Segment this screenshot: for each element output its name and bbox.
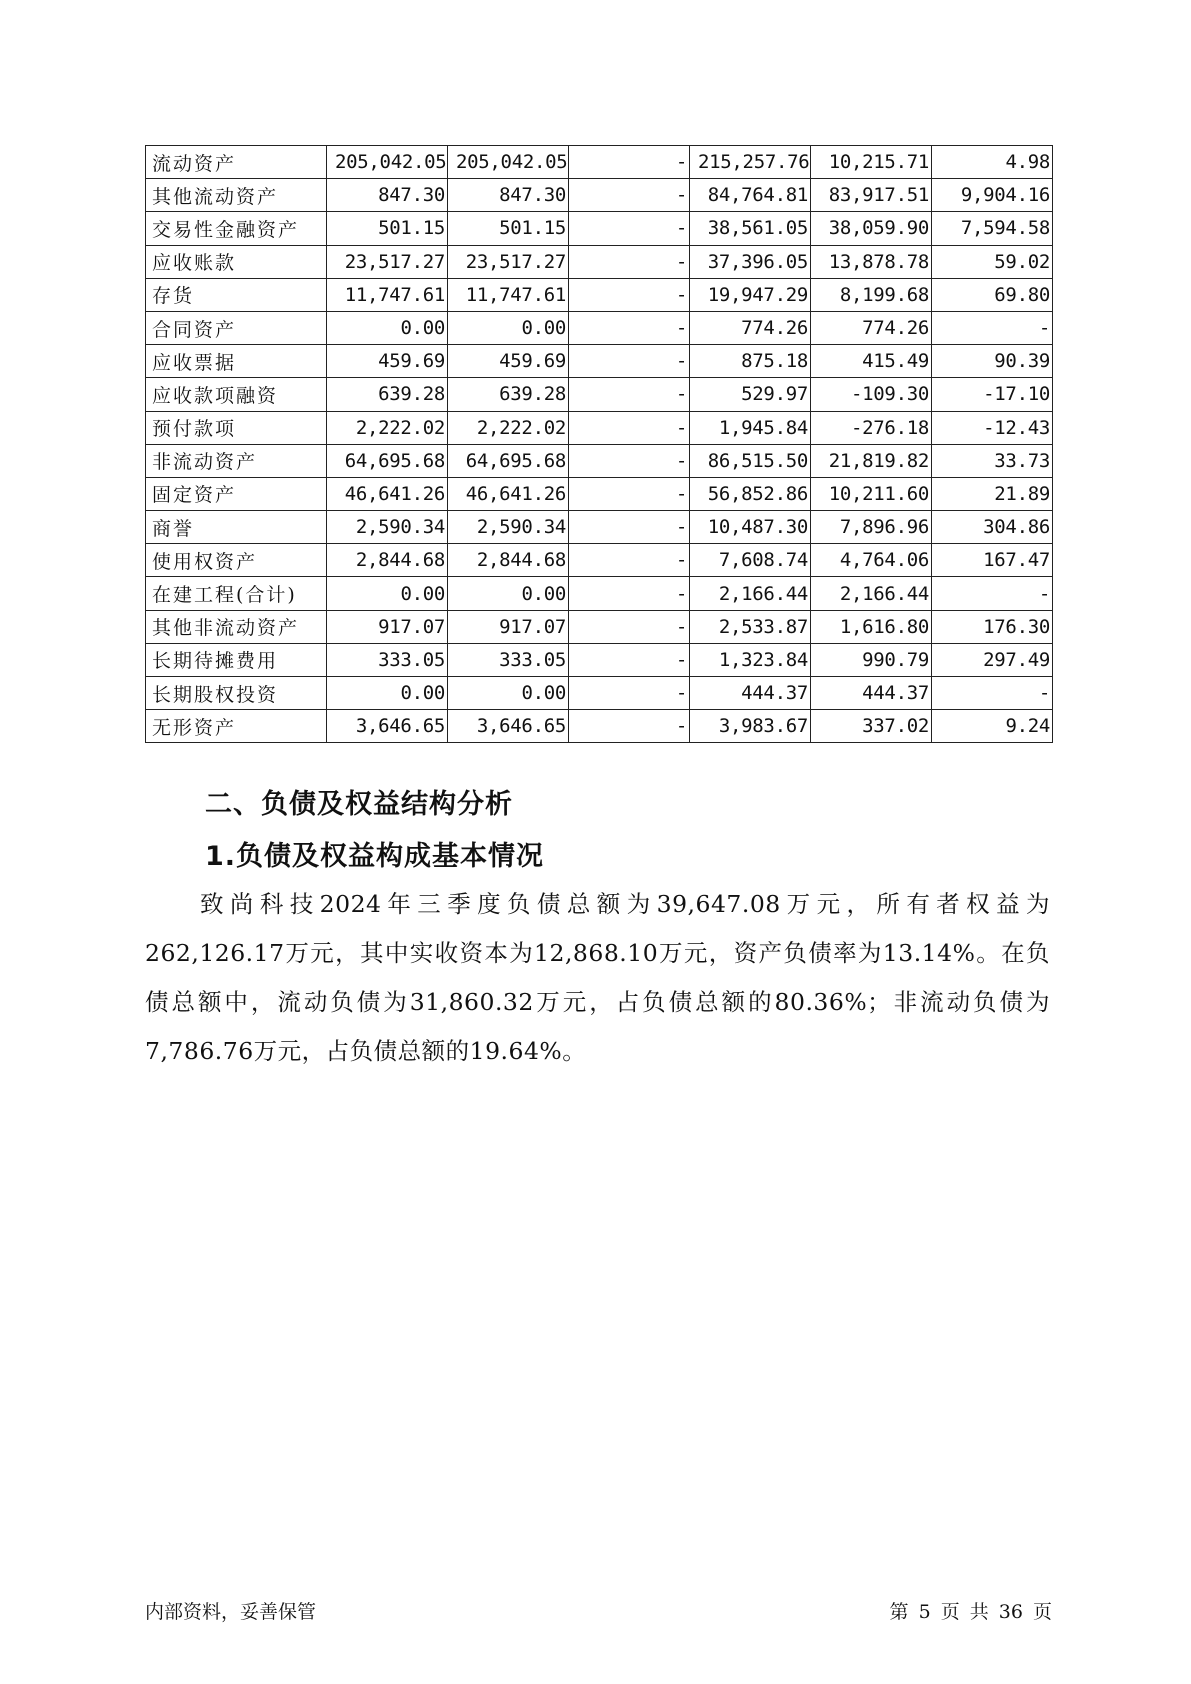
value-cell: -276.18 <box>811 411 932 444</box>
value-cell: 0.00 <box>448 577 569 610</box>
value-cell: 11,747.61 <box>448 278 569 311</box>
table-row <box>146 677 1053 710</box>
value-cell: - <box>569 212 690 245</box>
value-cell: 2,844.68 <box>448 544 569 577</box>
value-cell: 215,257.76 <box>690 146 811 179</box>
value-cell: -109.30 <box>811 378 932 411</box>
value-cell: 83,917.51 <box>811 179 932 212</box>
row-label-cell: 交易性金融资产 <box>146 212 327 245</box>
row-label-cell: 其他流动资产 <box>146 179 327 212</box>
value-cell: 9.24 <box>932 710 1053 743</box>
table-row <box>146 411 1053 444</box>
value-cell: 1,945.84 <box>690 411 811 444</box>
table-row <box>146 345 1053 378</box>
value-cell: 38,059.90 <box>811 212 932 245</box>
value-cell: 38,561.05 <box>690 212 811 245</box>
value-cell: 205,042.05 <box>448 146 569 179</box>
table-row <box>146 311 1053 344</box>
row-label-cell: 合同资产 <box>146 311 327 344</box>
value-cell: 21,819.82 <box>811 444 932 477</box>
value-cell: 69.80 <box>932 278 1053 311</box>
value-cell: 23,517.27 <box>448 245 569 278</box>
value-cell: 444.37 <box>811 677 932 710</box>
value-cell: - <box>569 179 690 212</box>
value-cell: 333.05 <box>448 643 569 676</box>
row-label-cell: 非流动资产 <box>146 444 327 477</box>
value-cell: - <box>569 444 690 477</box>
body-paragraph: 致尚科技2024年三季度负债总额为39,647.08万元，所有者权益为262,126.17万元，其中实收资本为12,868.10万元，资产负债率为13.14%。在负债总额中，流动负债为31,860.32万元，占负债总额的80.36%；非流动负债为7,786.76万元，占负债总额的19.64%。 <box>145 890 1050 1065</box>
value-cell: 7,594.58 <box>932 212 1053 245</box>
value-cell: 2,533.87 <box>690 610 811 643</box>
value-cell: 64,695.68 <box>327 444 448 477</box>
footer-confidential-note: 内部资料，妥善保管 <box>145 1601 317 1623</box>
row-label-cell: 其他非流动资产 <box>146 610 327 643</box>
value-cell: 459.69 <box>448 345 569 378</box>
table-row <box>146 577 1053 610</box>
value-cell: 0.00 <box>327 577 448 610</box>
value-cell: 46,641.26 <box>327 477 448 510</box>
table-row <box>146 643 1053 676</box>
value-cell: 11,747.61 <box>327 278 448 311</box>
value-cell: 46,641.26 <box>448 477 569 510</box>
row-label-cell: 长期股权投资 <box>146 677 327 710</box>
value-cell: - <box>932 677 1053 710</box>
value-cell: 459.69 <box>327 345 448 378</box>
value-cell: -17.10 <box>932 378 1053 411</box>
value-cell: 2,844.68 <box>327 544 448 577</box>
value-cell: - <box>569 710 690 743</box>
value-cell: - <box>932 577 1053 610</box>
row-label-cell: 应收款项融资 <box>146 378 327 411</box>
value-cell: 847.30 <box>327 179 448 212</box>
value-cell: 86,515.50 <box>690 444 811 477</box>
value-cell: 639.28 <box>448 378 569 411</box>
value-cell: 13,878.78 <box>811 245 932 278</box>
value-cell: 304.86 <box>932 511 1053 544</box>
value-cell: 33.73 <box>932 444 1053 477</box>
value-cell: - <box>569 544 690 577</box>
value-cell: - <box>932 311 1053 344</box>
value-cell: - <box>569 477 690 510</box>
value-cell: 1,323.84 <box>690 643 811 676</box>
value-cell: - <box>569 345 690 378</box>
value-cell: - <box>569 610 690 643</box>
row-label-cell: 使用权资产 <box>146 544 327 577</box>
value-cell: 9,904.16 <box>932 179 1053 212</box>
table-row <box>146 511 1053 544</box>
table-row <box>146 179 1053 212</box>
value-cell: 7,608.74 <box>690 544 811 577</box>
asset-comparison-table <box>145 145 1053 743</box>
value-cell: 205,042.05 <box>327 146 448 179</box>
value-cell: - <box>569 278 690 311</box>
value-cell: 167.47 <box>932 544 1053 577</box>
value-cell: - <box>569 511 690 544</box>
value-cell: 333.05 <box>327 643 448 676</box>
value-cell: 297.49 <box>932 643 1053 676</box>
row-label-cell: 存货 <box>146 278 327 311</box>
value-cell: 774.26 <box>690 311 811 344</box>
subsection-heading: 1.负债及权益构成基本情况 <box>205 841 545 872</box>
table-row <box>146 278 1053 311</box>
value-cell: - <box>569 245 690 278</box>
table-row <box>146 544 1053 577</box>
section-heading: 二、负债及权益结构分析 <box>205 789 513 820</box>
value-cell: 19,947.29 <box>690 278 811 311</box>
value-cell: 0.00 <box>448 677 569 710</box>
value-cell: 917.07 <box>448 610 569 643</box>
value-cell: 10,487.30 <box>690 511 811 544</box>
value-cell: 501.15 <box>327 212 448 245</box>
value-cell: 90.39 <box>932 345 1053 378</box>
value-cell: 774.26 <box>811 311 932 344</box>
footer-page-number: 第 5 页 共 36 页 <box>889 1601 1052 1623</box>
value-cell: 4,764.06 <box>811 544 932 577</box>
row-label-cell: 无形资产 <box>146 710 327 743</box>
value-cell: 176.30 <box>932 610 1053 643</box>
row-label-cell: 固定资产 <box>146 477 327 510</box>
value-cell: - <box>569 577 690 610</box>
value-cell: 990.79 <box>811 643 932 676</box>
value-cell: - <box>569 311 690 344</box>
value-cell: 8,199.68 <box>811 278 932 311</box>
table-row <box>146 710 1053 743</box>
value-cell: 1,616.80 <box>811 610 932 643</box>
value-cell: 3,646.65 <box>327 710 448 743</box>
table-body <box>146 146 1053 743</box>
value-cell: 415.49 <box>811 345 932 378</box>
value-cell: 639.28 <box>327 378 448 411</box>
value-cell: 529.97 <box>690 378 811 411</box>
row-label-cell: 预付款项 <box>146 411 327 444</box>
value-cell: 3,983.67 <box>690 710 811 743</box>
value-cell: - <box>569 677 690 710</box>
value-cell: 2,222.02 <box>448 411 569 444</box>
value-cell: - <box>569 411 690 444</box>
table-row <box>146 477 1053 510</box>
value-cell: 23,517.27 <box>327 245 448 278</box>
table-row <box>146 378 1053 411</box>
value-cell: 64,695.68 <box>448 444 569 477</box>
value-cell: 917.07 <box>327 610 448 643</box>
value-cell: 10,211.60 <box>811 477 932 510</box>
value-cell: - <box>569 643 690 676</box>
value-cell: - <box>569 146 690 179</box>
value-cell: 0.00 <box>448 311 569 344</box>
value-cell: 0.00 <box>327 311 448 344</box>
value-cell: 501.15 <box>448 212 569 245</box>
row-label-cell: 应收票据 <box>146 345 327 378</box>
value-cell: 847.30 <box>448 179 569 212</box>
value-cell: - <box>569 378 690 411</box>
value-cell: 337.02 <box>811 710 932 743</box>
value-cell: 3,646.65 <box>448 710 569 743</box>
row-label-cell: 在建工程(合计) <box>146 577 327 610</box>
value-cell: 2,166.44 <box>690 577 811 610</box>
row-label-cell: 应收账款 <box>146 245 327 278</box>
value-cell: 2,590.34 <box>327 511 448 544</box>
value-cell: -12.43 <box>932 411 1053 444</box>
value-cell: 0.00 <box>327 677 448 710</box>
row-label-cell: 流动资产 <box>146 146 327 179</box>
value-cell: 4.98 <box>932 146 1053 179</box>
value-cell: 21.89 <box>932 477 1053 510</box>
value-cell: 875.18 <box>690 345 811 378</box>
table-row <box>146 245 1053 278</box>
row-label-cell: 商誉 <box>146 511 327 544</box>
value-cell: 2,222.02 <box>327 411 448 444</box>
value-cell: 2,166.44 <box>811 577 932 610</box>
value-cell: 37,396.05 <box>690 245 811 278</box>
value-cell: 56,852.86 <box>690 477 811 510</box>
table-row <box>146 146 1053 179</box>
value-cell: 84,764.81 <box>690 179 811 212</box>
value-cell: 7,896.96 <box>811 511 932 544</box>
value-cell: 59.02 <box>932 245 1053 278</box>
value-cell: 2,590.34 <box>448 511 569 544</box>
table-row <box>146 444 1053 477</box>
value-cell: 444.37 <box>690 677 811 710</box>
table-row <box>146 610 1053 643</box>
table-row <box>146 212 1053 245</box>
value-cell: 10,215.71 <box>811 146 932 179</box>
row-label-cell: 长期待摊费用 <box>146 643 327 676</box>
